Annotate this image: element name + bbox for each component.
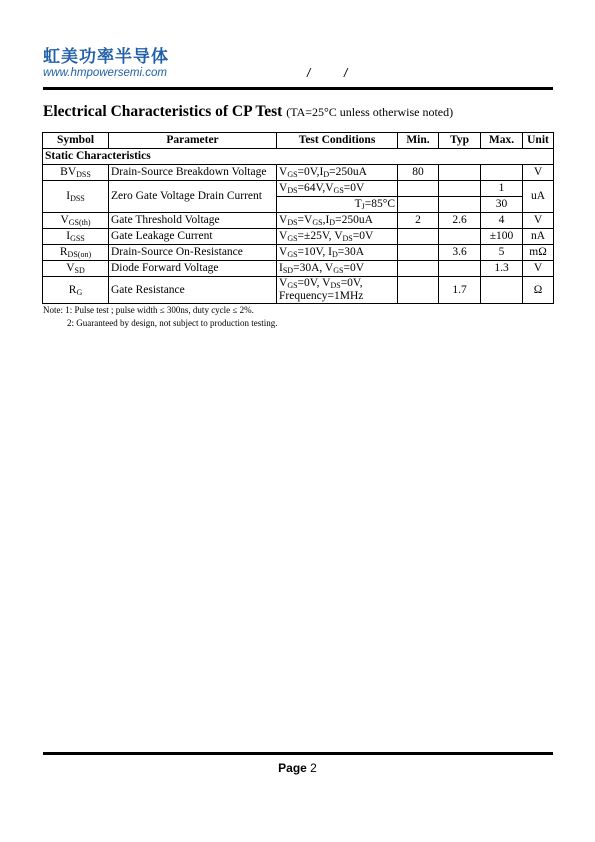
parameter-cell: Gate Threshold Voltage: [109, 213, 277, 229]
col-header-test-conditions: Test Conditions: [277, 133, 398, 149]
max-cell: 5: [481, 245, 523, 261]
max-cell: 4: [481, 213, 523, 229]
max-cell: 1: [481, 181, 523, 197]
min-cell: [398, 261, 439, 277]
conditions-cell: $V_{GS}=0V,I_D=250uA$: [277, 165, 398, 181]
section-title-text: Electrical Characteristics of CP Test: [43, 103, 283, 120]
min-cell: [398, 229, 439, 245]
table-row: [43, 261, 554, 277]
typ-cell: [439, 197, 481, 213]
conditions-cell: $T_J=85^\circ C$: [277, 197, 398, 213]
unit-cell: uA: [523, 181, 554, 213]
typ-cell: 3.6: [439, 245, 481, 261]
section-label: Static Characteristics: [43, 149, 554, 165]
section-title: [43, 103, 453, 121]
conditions-cell: $V_{DS}=64V,V_{GS}=0V$: [277, 181, 398, 197]
min-cell: [398, 181, 439, 197]
unit-cell: Ω: [523, 277, 554, 304]
typ-cell: 1.7: [439, 277, 481, 304]
min-cell: [398, 197, 439, 213]
typ-cell: [439, 229, 481, 245]
parameter-cell: Drain-Source On-Resistance: [109, 245, 277, 261]
table-row: [43, 229, 554, 245]
header-divider: [43, 87, 553, 90]
symbol-cell: $I_{DSS}$: [43, 181, 109, 213]
note-2: 2: Guaranteed by design, not subject to production testing.: [67, 318, 278, 328]
note-1: Note: 1: Pulse test ; pulse width ≤ 300ns, duty cycle ≤ 2%.: [43, 305, 254, 315]
conditions-cell: $V_{GS}=\pm 25V$, $V_{DS}=0V$: [277, 229, 398, 245]
max-cell: 1.3: [481, 261, 523, 277]
parameter-cell: Drain-Source Breakdown Voltage: [109, 165, 277, 181]
table-row: [43, 213, 554, 229]
max-cell: 30: [481, 197, 523, 213]
electrical-characteristics-table: [42, 132, 554, 304]
unit-cell: V: [523, 165, 554, 181]
footer-divider: [43, 752, 553, 755]
min-cell: 80: [398, 165, 439, 181]
col-header-typ: Typ: [439, 133, 481, 149]
table-header-row: [43, 133, 554, 149]
min-cell: [398, 277, 439, 304]
max-cell: ±100: [481, 229, 523, 245]
unit-cell: V: [523, 213, 554, 229]
brand-name: 虹美功率半导体: [43, 47, 169, 67]
col-header-unit: Unit: [523, 133, 554, 149]
typ-cell: 2.6: [439, 213, 481, 229]
conditions-cell: $V_{DS}=V_{GS},I_D=250uA$: [277, 213, 398, 229]
typ-cell: [439, 261, 481, 277]
max-cell: [481, 165, 523, 181]
typ-cell: [439, 165, 481, 181]
page-number: [0, 761, 595, 775]
parameter-cell: Gate Resistance: [109, 277, 277, 304]
header-mark-2: /: [344, 66, 348, 80]
table-row: [43, 277, 554, 304]
unit-cell: V: [523, 261, 554, 277]
unit-cell: mΩ: [523, 245, 554, 261]
max-cell: [481, 277, 523, 304]
symbol-cell: $I_{GSS}$: [43, 229, 109, 245]
page-label: Page: [278, 761, 307, 775]
header-mark-1: /: [307, 66, 311, 80]
symbol-cell: $R_G$: [43, 277, 109, 304]
section-row: [43, 149, 554, 165]
conditions-cell: $I_{SD}=30A$, $V_{GS}=0V$: [277, 261, 398, 277]
col-header-max: Max.: [481, 133, 523, 149]
typ-cell: [439, 181, 481, 197]
section-condition: (TA=25°C unless otherwise noted): [286, 105, 454, 119]
symbol-cell: $V_{SD}$: [43, 261, 109, 277]
page-number-value: 2: [310, 761, 317, 775]
parameter-cell: Zero Gate Voltage Drain Current: [109, 181, 277, 213]
brand-url: www.hmpowersemi.com: [43, 67, 167, 79]
table-row: [43, 165, 554, 181]
conditions-cell: $V_{GS}=10V$, $I_D=30A$: [277, 245, 398, 261]
min-cell: [398, 245, 439, 261]
symbol-cell: $V_{GS(th)}$: [43, 213, 109, 229]
min-cell: 2: [398, 213, 439, 229]
symbol-cell: $R_{DS(on)}$: [43, 245, 109, 261]
table-notes: [43, 304, 277, 330]
parameter-cell: Gate Leakage Current: [109, 229, 277, 245]
col-header-symbol: Symbol: [43, 133, 109, 149]
col-header-min: Min.: [398, 133, 439, 149]
symbol-cell: $BV_{DSS}$: [43, 165, 109, 181]
table-row: [43, 181, 554, 197]
parameter-cell: Diode Forward Voltage: [109, 261, 277, 277]
col-header-parameter: Parameter: [109, 133, 277, 149]
conditions-cell: $V_{GS}=0V$, $V_{DS}=0V$, Frequency=1MHz: [277, 277, 398, 304]
table-row: [43, 245, 554, 261]
unit-cell: nA: [523, 229, 554, 245]
brand-logo: [43, 47, 169, 80]
